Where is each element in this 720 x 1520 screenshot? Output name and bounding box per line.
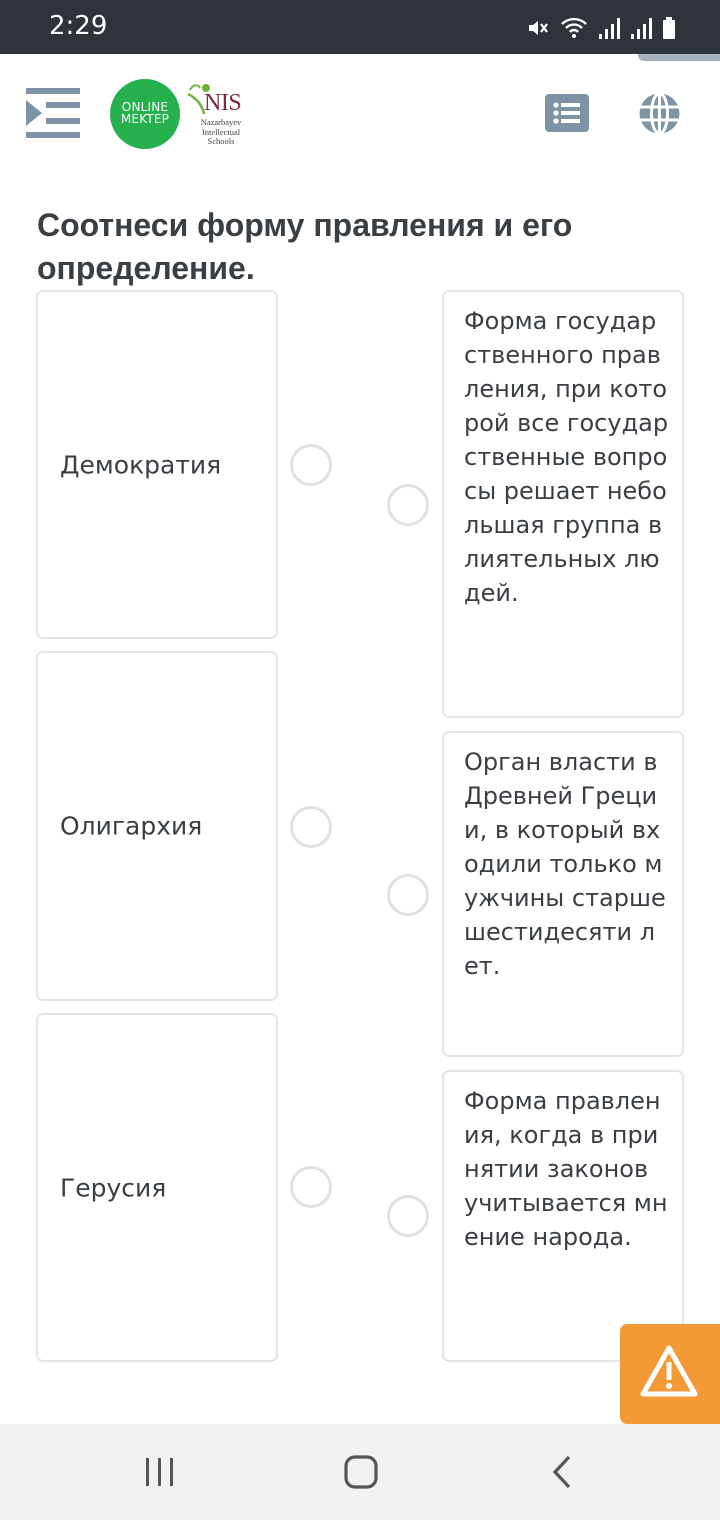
menu-button[interactable] — [24, 86, 82, 142]
question-title: Соотнеси форму правления и его определение. — [37, 207, 573, 286]
left-connector-1[interactable] — [290, 444, 332, 486]
nis-logo — [184, 80, 254, 150]
menu-collapse-icon — [24, 86, 82, 142]
left-connector-3[interactable] — [290, 1166, 332, 1208]
nis-mark-text: NIS — [204, 90, 242, 116]
right-card-2[interactable] — [442, 731, 684, 1057]
left-card-label: Герусия — [60, 1173, 167, 1202]
home-button[interactable] — [341, 1452, 381, 1492]
pull-tab[interactable] — [638, 54, 720, 61]
right-card-1[interactable] — [442, 290, 684, 718]
nis-subtitle: Nazarbayev Intellectual Schools — [200, 117, 242, 146]
globe-icon — [638, 92, 681, 135]
right-card-label: Форма правления, когда в принятии законов учитывается мнение народа. — [464, 1087, 668, 1251]
list-icon — [545, 94, 589, 132]
recent-apps-icon — [140, 1452, 180, 1492]
right-card-label: Форма государственного правления, при которой все государственные вопросы решает небольшая группа влиятельных людей. — [464, 307, 669, 607]
logo-mektep-text: MEKTEP — [120, 112, 170, 126]
right-connector-1[interactable] — [387, 484, 429, 526]
online-mektep-logo — [110, 79, 180, 149]
left-card-label: Демократия — [60, 450, 222, 479]
battery-icon — [662, 16, 676, 40]
signal-icon — [598, 16, 620, 40]
language-button[interactable] — [638, 92, 681, 135]
left-connector-2[interactable] — [290, 806, 332, 848]
back-button[interactable] — [543, 1452, 583, 1492]
status-bar — [0, 0, 720, 54]
home-icon — [341, 1452, 381, 1492]
left-card-3[interactable] — [36, 1013, 278, 1362]
status-time: 2:29 — [49, 11, 108, 41]
right-connector-3[interactable] — [387, 1195, 429, 1237]
right-card-3[interactable] — [442, 1070, 684, 1362]
report-problem-button[interactable] — [620, 1324, 720, 1424]
status-icons — [526, 14, 676, 40]
warning-icon — [640, 1344, 698, 1398]
signal-icon — [630, 16, 652, 40]
right-card-label: Орган власти в Древней Греции, в который входили только мужчины старше шестидесяти лет. — [464, 748, 666, 980]
mute-icon — [526, 16, 550, 40]
system-nav-bar — [0, 1424, 720, 1520]
recent-apps-button[interactable] — [140, 1452, 180, 1492]
left-card-1[interactable] — [36, 290, 278, 639]
logo-online-text: ONLINE — [121, 100, 169, 114]
back-icon — [543, 1452, 583, 1492]
left-card-2[interactable] — [36, 651, 278, 1001]
wifi-icon — [560, 16, 588, 40]
left-card-label: Олигархия — [60, 811, 203, 841]
list-button[interactable] — [545, 94, 589, 132]
right-connector-2[interactable] — [387, 874, 429, 916]
